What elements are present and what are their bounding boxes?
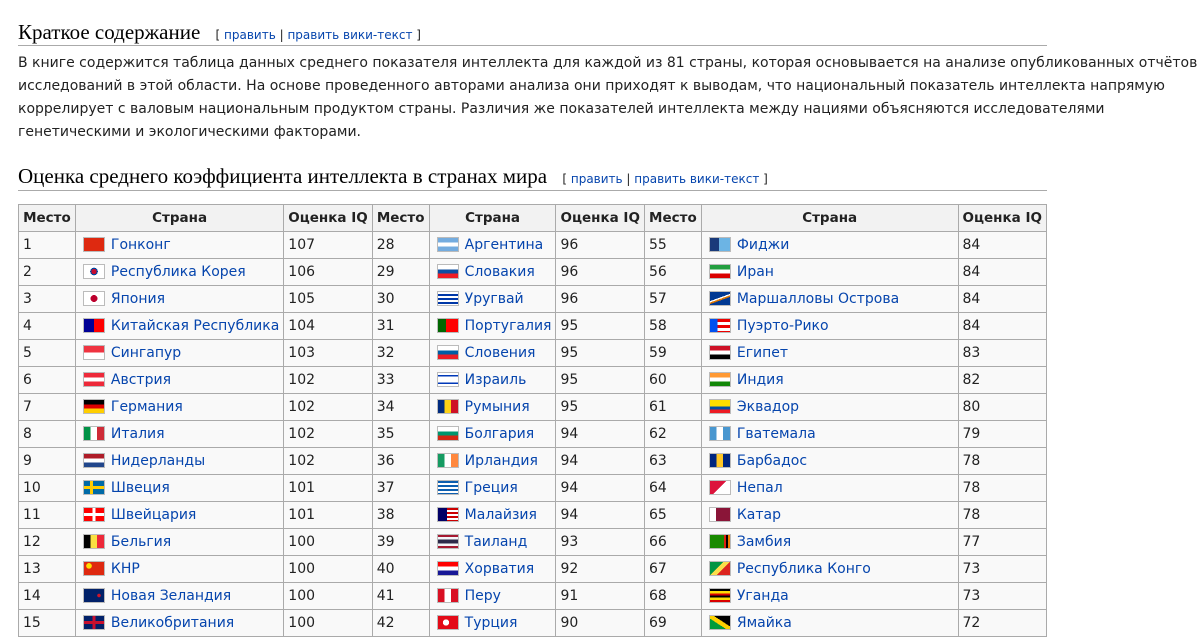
country-cell xyxy=(429,475,556,502)
country-link[interactable]: Уганда xyxy=(736,588,789,604)
iq-cell: 84 xyxy=(958,286,1046,313)
country-link[interactable]: Италия xyxy=(110,426,165,442)
rank-cell: 10 xyxy=(19,475,76,502)
country-link[interactable]: Словения xyxy=(464,345,536,361)
table-row xyxy=(19,448,1047,475)
rank-cell: 68 xyxy=(644,583,701,610)
portugal-flag-icon xyxy=(437,318,459,333)
iq-cell: 96 xyxy=(556,232,644,259)
rank-cell: 36 xyxy=(372,448,429,475)
rank-cell: 29 xyxy=(372,259,429,286)
table-header-row xyxy=(19,205,1047,232)
summary-paragraph xyxy=(18,52,1197,144)
congo-flag-icon xyxy=(709,561,731,576)
country-cell xyxy=(701,610,958,637)
iq-cell: 96 xyxy=(556,259,644,286)
summary-edit-link[interactable]: править xyxy=(224,28,276,42)
zambia-flag-icon xyxy=(709,534,731,549)
turkey-flag-icon xyxy=(437,615,459,630)
rank-cell: 56 xyxy=(644,259,701,286)
country-cell xyxy=(701,475,958,502)
rank-cell: 38 xyxy=(372,502,429,529)
section-edit-wiki-link[interactable]: править вики-текст xyxy=(634,172,760,186)
rank-cell: 31 xyxy=(372,313,429,340)
country-cell xyxy=(75,313,283,340)
country-link[interactable]: Индия xyxy=(736,372,784,388)
country-link[interactable]: Иран xyxy=(736,264,774,280)
table-row xyxy=(19,502,1047,529)
iq-cell: 100 xyxy=(284,556,372,583)
romania-flag-icon xyxy=(437,399,459,414)
rank-cell: 6 xyxy=(19,367,76,394)
summary-line: В книге содержится таблица данных среднего показателя интеллекта для каждой из 81 страны, которая основывается на анализе опубликованных отчётов xyxy=(18,55,1197,71)
summary-heading-text: Краткое содержание xyxy=(18,20,201,44)
country-link[interactable]: Ямайка xyxy=(736,615,792,631)
new-zealand-flag-icon xyxy=(83,588,105,603)
thailand-flag-icon xyxy=(437,534,459,549)
barbados-flag-icon xyxy=(709,453,731,468)
iq-cell: 91 xyxy=(556,583,644,610)
fiji-flag-icon xyxy=(709,237,731,252)
table-row xyxy=(19,421,1047,448)
rank-cell: 59 xyxy=(644,340,701,367)
country-header: Страна xyxy=(75,205,283,232)
country-link[interactable]: Фиджи xyxy=(736,237,790,253)
iq-cell: 72 xyxy=(958,610,1046,637)
rank-cell: 34 xyxy=(372,394,429,421)
country-cell xyxy=(429,313,556,340)
qatar-flag-icon xyxy=(709,507,731,522)
guatemala-flag-icon xyxy=(709,426,731,441)
country-link[interactable]: Хорватия xyxy=(464,561,535,577)
country-cell xyxy=(701,286,958,313)
iq-cell: 93 xyxy=(556,529,644,556)
rank-cell: 9 xyxy=(19,448,76,475)
country-link[interactable]: Гонконг xyxy=(110,237,171,253)
section-edit-links: [ править | править вики-текст ] xyxy=(562,172,768,186)
iq-cell: 78 xyxy=(958,448,1046,475)
rank-cell: 28 xyxy=(372,232,429,259)
country-link[interactable]: Перу xyxy=(464,588,501,604)
india-flag-icon xyxy=(709,372,731,387)
country-cell xyxy=(701,232,958,259)
rank-cell: 61 xyxy=(644,394,701,421)
rank-cell: 3 xyxy=(19,286,76,313)
country-link[interactable]: Турция xyxy=(464,615,518,631)
rank-cell: 7 xyxy=(19,394,76,421)
iq-header: Оценка IQ xyxy=(556,205,644,232)
country-cell xyxy=(75,583,283,610)
table-row xyxy=(19,610,1047,637)
iq-cell: 101 xyxy=(284,502,372,529)
iq-cell: 95 xyxy=(556,313,644,340)
italy-flag-icon xyxy=(83,426,105,441)
iq-cell: 100 xyxy=(284,610,372,637)
iq-cell: 94 xyxy=(556,421,644,448)
iq-cell: 100 xyxy=(284,529,372,556)
rank-cell: 13 xyxy=(19,556,76,583)
country-link[interactable]: Словакия xyxy=(464,264,535,280)
iq-cell: 73 xyxy=(958,583,1046,610)
iq-cell: 107 xyxy=(284,232,372,259)
bulgaria-flag-icon xyxy=(437,426,459,441)
summary-edit-links: [ править | править вики-текст ] xyxy=(215,28,421,42)
country-link[interactable]: Израиль xyxy=(464,372,527,388)
puerto-rico-flag-icon xyxy=(709,318,731,333)
country-link[interactable]: Сингапур xyxy=(110,345,182,361)
austria-flag-icon xyxy=(83,372,105,387)
marshall-islands-flag-icon xyxy=(709,291,731,306)
iq-cell: 94 xyxy=(556,502,644,529)
peru-flag-icon xyxy=(437,588,459,603)
iq-cell: 78 xyxy=(958,475,1046,502)
iq-cell: 95 xyxy=(556,340,644,367)
country-link[interactable]: Замбия xyxy=(736,534,792,550)
country-cell xyxy=(429,340,556,367)
rank-cell: 30 xyxy=(372,286,429,313)
country-link[interactable]: Швейцария xyxy=(110,507,197,523)
uganda-flag-icon xyxy=(709,588,731,603)
country-link[interactable]: Германия xyxy=(110,399,183,415)
iq-cell: 90 xyxy=(556,610,644,637)
ireland-flag-icon xyxy=(437,453,459,468)
country-cell xyxy=(75,421,283,448)
summary-line: генетическими и экологическими факторами. xyxy=(18,124,362,140)
uk-flag-icon xyxy=(83,615,105,630)
iq-cell: 79 xyxy=(958,421,1046,448)
rank-cell: 66 xyxy=(644,529,701,556)
country-cell xyxy=(75,610,283,637)
country-link[interactable]: Португалия xyxy=(464,318,552,334)
rank-cell: 41 xyxy=(372,583,429,610)
iq-cell: 95 xyxy=(556,367,644,394)
country-link[interactable]: Катар xyxy=(736,507,781,523)
section-divider xyxy=(18,190,1047,191)
summary-edit-wiki-link[interactable]: править вики-текст xyxy=(287,28,413,42)
iq-cell: 104 xyxy=(284,313,372,340)
rank-cell: 2 xyxy=(19,259,76,286)
rank-cell: 57 xyxy=(644,286,701,313)
country-cell xyxy=(75,367,283,394)
croatia-flag-icon xyxy=(437,561,459,576)
rank-cell: 58 xyxy=(644,313,701,340)
country-cell xyxy=(701,448,958,475)
country-cell xyxy=(75,529,283,556)
country-link[interactable]: Республика Корея xyxy=(110,264,246,280)
iq-cell: 94 xyxy=(556,475,644,502)
country-cell xyxy=(75,259,283,286)
country-cell xyxy=(429,448,556,475)
country-cell xyxy=(701,394,958,421)
table-row xyxy=(19,475,1047,502)
rank-cell: 69 xyxy=(644,610,701,637)
table-row xyxy=(19,340,1047,367)
country-link[interactable]: Нидерланды xyxy=(110,453,206,469)
country-link[interactable]: Республика Конго xyxy=(736,561,871,577)
country-link[interactable]: Аргентина xyxy=(464,237,544,253)
rank-cell: 14 xyxy=(19,583,76,610)
country-cell xyxy=(701,556,958,583)
country-link[interactable]: Гватемала xyxy=(736,426,816,442)
country-link[interactable]: Греция xyxy=(464,480,518,496)
country-link[interactable]: Швеция xyxy=(110,480,170,496)
iq-cell: 100 xyxy=(284,583,372,610)
country-link[interactable]: Болгария xyxy=(464,426,535,442)
rank-cell: 15 xyxy=(19,610,76,637)
slovakia-flag-icon xyxy=(437,264,459,279)
iq-cell: 102 xyxy=(284,448,372,475)
country-cell xyxy=(75,232,283,259)
country-cell xyxy=(75,340,283,367)
country-cell xyxy=(75,448,283,475)
iq-cell: 82 xyxy=(958,367,1046,394)
rank-cell: 62 xyxy=(644,421,701,448)
iq-cell: 96 xyxy=(556,286,644,313)
argentina-flag-icon xyxy=(437,237,459,252)
nepal-flag-icon xyxy=(709,480,731,495)
iq-header: Оценка IQ xyxy=(284,205,372,232)
country-link[interactable]: Египет xyxy=(736,345,789,361)
country-cell xyxy=(75,502,283,529)
table-row xyxy=(19,394,1047,421)
section-heading-text: Оценка среднего коэффициента интеллекта в странах мира xyxy=(18,164,548,188)
table-row xyxy=(19,583,1047,610)
rank-cell: 42 xyxy=(372,610,429,637)
country-cell xyxy=(429,502,556,529)
country-cell xyxy=(701,421,958,448)
iq-cell: 84 xyxy=(958,313,1046,340)
country-cell xyxy=(429,286,556,313)
rank-cell: 65 xyxy=(644,502,701,529)
iq-cell: 106 xyxy=(284,259,372,286)
belgium-flag-icon xyxy=(83,534,105,549)
country-cell xyxy=(701,340,958,367)
country-link[interactable]: Маршалловы Острова xyxy=(736,291,900,307)
country-link[interactable]: Таиланд xyxy=(464,534,528,550)
section-heading xyxy=(18,164,768,189)
country-cell xyxy=(701,313,958,340)
rank-cell: 33 xyxy=(372,367,429,394)
country-cell xyxy=(75,475,283,502)
country-cell xyxy=(429,610,556,637)
israel-flag-icon xyxy=(437,372,459,387)
country-cell xyxy=(75,394,283,421)
iq-cell: 78 xyxy=(958,502,1046,529)
country-cell xyxy=(75,556,283,583)
country-cell xyxy=(701,259,958,286)
country-link[interactable]: Австрия xyxy=(110,372,171,388)
iq-cell: 84 xyxy=(958,259,1046,286)
switzerland-flag-icon xyxy=(83,507,105,522)
country-header: Страна xyxy=(701,205,958,232)
table-row xyxy=(19,367,1047,394)
japan-flag-icon xyxy=(83,291,105,306)
rank-cell: 37 xyxy=(372,475,429,502)
rank-cell: 39 xyxy=(372,529,429,556)
rank-cell: 64 xyxy=(644,475,701,502)
rank-cell: 8 xyxy=(19,421,76,448)
sweden-flag-icon xyxy=(83,480,105,495)
country-link[interactable]: Румыния xyxy=(464,399,530,415)
country-cell xyxy=(429,394,556,421)
country-cell xyxy=(701,583,958,610)
singapore-flag-icon xyxy=(83,345,105,360)
country-cell xyxy=(701,367,958,394)
iq-cell: 105 xyxy=(284,286,372,313)
taiwan-flag-icon xyxy=(83,318,105,333)
south-korea-flag-icon xyxy=(83,264,105,279)
country-cell xyxy=(429,583,556,610)
country-link[interactable]: Ирландия xyxy=(464,453,538,469)
iq-cell: 83 xyxy=(958,340,1046,367)
slovenia-flag-icon xyxy=(437,345,459,360)
rank-cell: 5 xyxy=(19,340,76,367)
country-link[interactable]: Пуэрто-Рико xyxy=(736,318,829,334)
summary-line: коррелирует с валовым национальным продуктом страны. Различия же показателей интеллекта между нациями объясняются исследователями xyxy=(18,101,1105,117)
rank-cell: 4 xyxy=(19,313,76,340)
iq-table xyxy=(18,204,1047,637)
rank-cell: 1 xyxy=(19,232,76,259)
rank-header: Место xyxy=(644,205,701,232)
table-row xyxy=(19,529,1047,556)
country-link[interactable]: КНР xyxy=(110,561,140,577)
iq-cell: 95 xyxy=(556,394,644,421)
country-link[interactable]: Барбадос xyxy=(736,453,808,469)
table-row xyxy=(19,232,1047,259)
uruguay-flag-icon xyxy=(437,291,459,306)
rank-cell: 32 xyxy=(372,340,429,367)
country-link[interactable]: Япония xyxy=(110,291,166,307)
summary-heading xyxy=(18,20,421,45)
iq-cell: 101 xyxy=(284,475,372,502)
ecuador-flag-icon xyxy=(709,399,731,414)
table-row xyxy=(19,556,1047,583)
rank-cell: 55 xyxy=(644,232,701,259)
iran-flag-icon xyxy=(709,264,731,279)
china-flag-icon xyxy=(83,561,105,576)
rank-cell: 35 xyxy=(372,421,429,448)
country-link[interactable]: Новая Зеландия xyxy=(110,588,232,604)
country-cell xyxy=(75,286,283,313)
table-row xyxy=(19,313,1047,340)
iq-cell: 102 xyxy=(284,394,372,421)
country-cell xyxy=(429,259,556,286)
country-cell xyxy=(701,502,958,529)
netherlands-flag-icon xyxy=(83,453,105,468)
table-row xyxy=(19,259,1047,286)
summary-line: исследований в этой области. На основе проведенного авторами анализа они приходят к выводам, что национальный показатель интеллекта напрямую xyxy=(18,78,1165,94)
iq-cell: 94 xyxy=(556,448,644,475)
iq-cell: 103 xyxy=(284,340,372,367)
greece-flag-icon xyxy=(437,480,459,495)
hong-kong-flag-icon xyxy=(83,237,105,252)
country-cell xyxy=(429,529,556,556)
country-link[interactable]: Бельгия xyxy=(110,534,172,550)
summary-divider xyxy=(18,45,1047,46)
country-link[interactable]: Уругвай xyxy=(464,291,524,307)
country-cell xyxy=(429,556,556,583)
iq-cell: 92 xyxy=(556,556,644,583)
rank-cell: 60 xyxy=(644,367,701,394)
jamaica-flag-icon xyxy=(709,615,731,630)
country-link[interactable]: Малайзия xyxy=(464,507,537,523)
iq-cell: 102 xyxy=(284,421,372,448)
country-cell xyxy=(429,421,556,448)
iq-header: Оценка IQ xyxy=(958,205,1046,232)
section-edit-link[interactable]: править xyxy=(570,172,623,186)
country-header: Страна xyxy=(429,205,556,232)
iq-cell: 102 xyxy=(284,367,372,394)
iq-cell: 77 xyxy=(958,529,1046,556)
country-cell xyxy=(701,529,958,556)
iq-cell: 73 xyxy=(958,556,1046,583)
rank-cell: 11 xyxy=(19,502,76,529)
rank-cell: 67 xyxy=(644,556,701,583)
country-link[interactable]: Великобритания xyxy=(110,615,235,631)
egypt-flag-icon xyxy=(709,345,731,360)
rank-cell: 40 xyxy=(372,556,429,583)
country-link[interactable]: Китайская Республика xyxy=(110,318,280,334)
rank-cell: 12 xyxy=(19,529,76,556)
country-link[interactable]: Непал xyxy=(736,480,783,496)
malaysia-flag-icon xyxy=(437,507,459,522)
country-cell xyxy=(429,367,556,394)
rank-header: Место xyxy=(372,205,429,232)
iq-cell: 80 xyxy=(958,394,1046,421)
country-cell xyxy=(429,232,556,259)
country-link[interactable]: Эквадор xyxy=(736,399,800,415)
germany-flag-icon xyxy=(83,399,105,414)
rank-header: Место xyxy=(19,205,76,232)
rank-cell: 63 xyxy=(644,448,701,475)
iq-cell: 84 xyxy=(958,232,1046,259)
table-row xyxy=(19,286,1047,313)
